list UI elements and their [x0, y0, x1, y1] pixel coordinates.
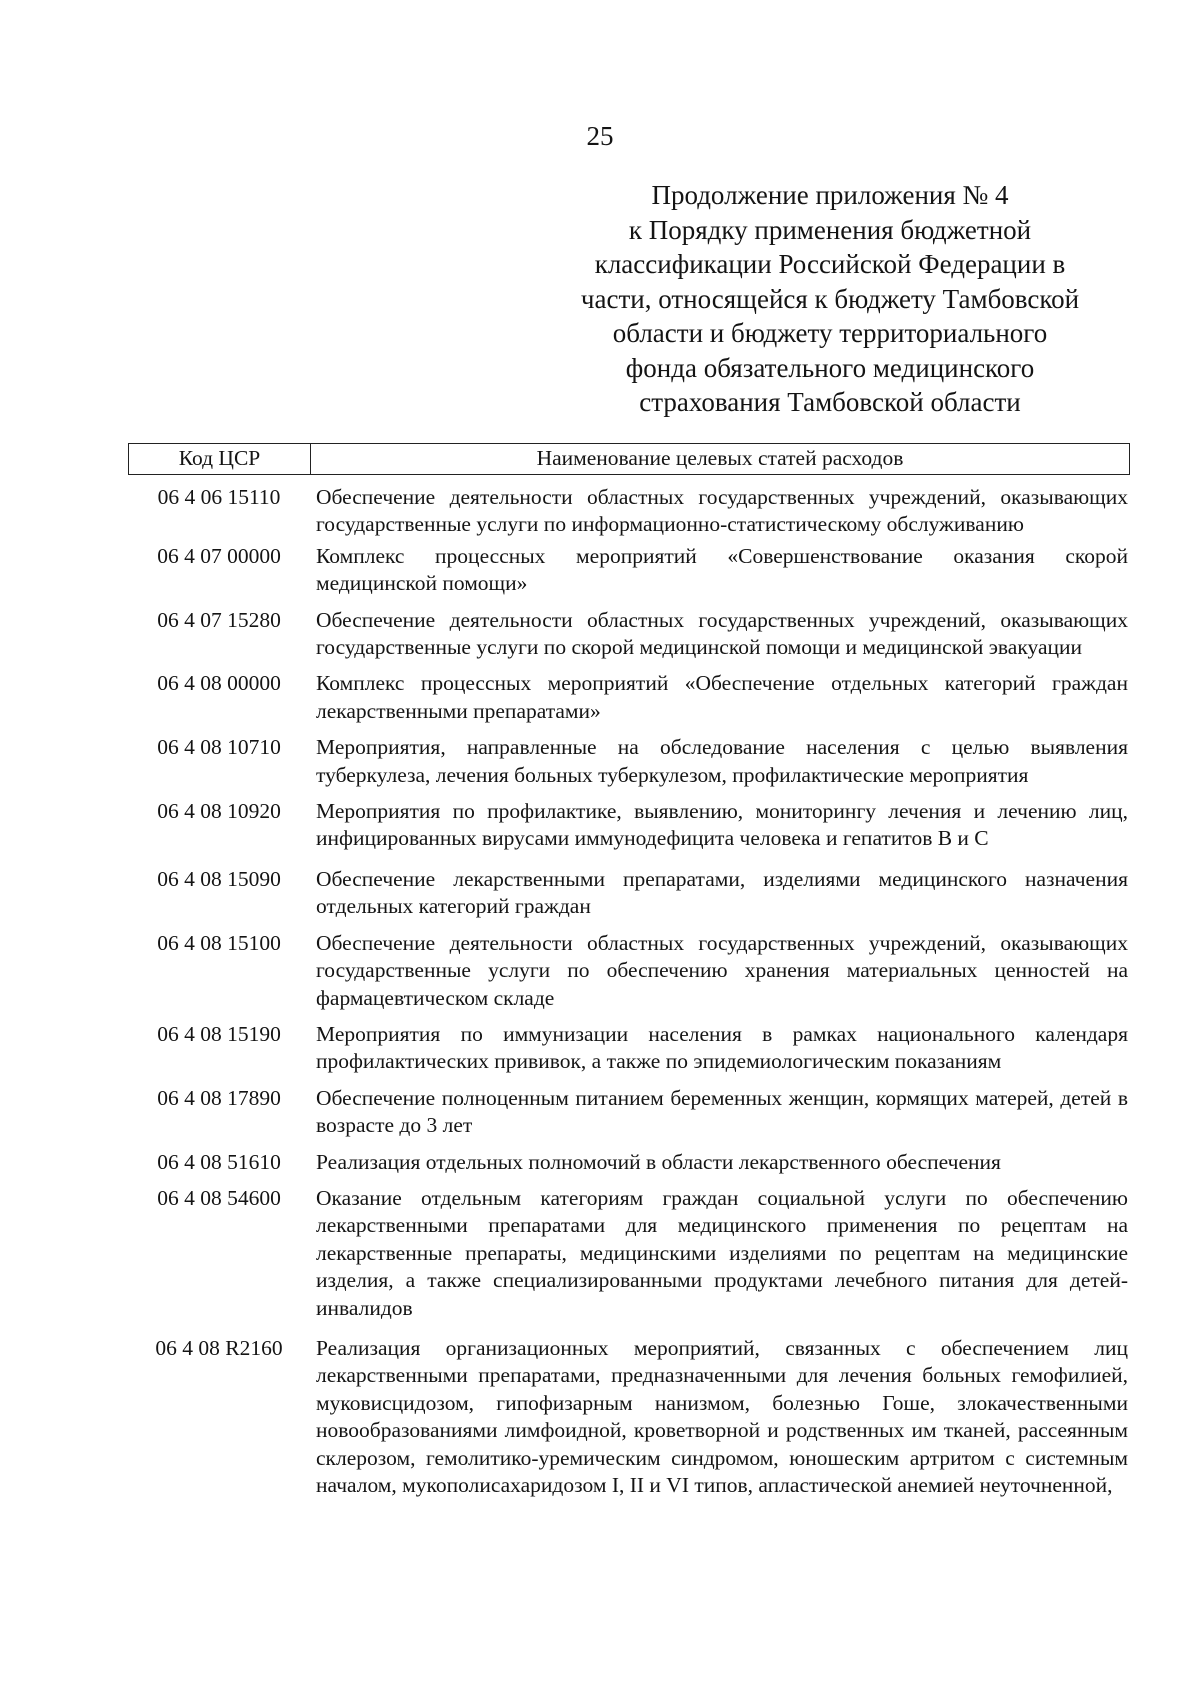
table-row: [128, 1149, 1130, 1176]
row-name: Обеспечение деятельности областных государственных учреждений, оказывающих государственные услуги по информационно-статистическому обслуживанию: [316, 485, 1128, 537]
appendix-header-line: Продолжение приложения № 4: [651, 180, 1009, 210]
row-code: 06 4 08 15090: [157, 866, 281, 891]
row-code: 06 4 08 00000: [157, 671, 281, 696]
appendix-header-line: к Порядку применения бюджетной: [628, 214, 1032, 245]
table-row: [128, 930, 1130, 1012]
table-row: [128, 543, 1130, 598]
row-name: Комплекс процессных мероприятий «Совершенствование оказания скорой медицинской помощи»: [316, 543, 1128, 596]
row-name: Обеспечение лекарственными препаратами, изделиями медицинского назначения отдельных категорий граждан: [316, 866, 1128, 919]
row-name: Обеспечение полноценным питанием беременных женщин, кормящих матерей, детей в возрасте до 3 лет: [316, 1085, 1128, 1138]
table-row: [128, 734, 1130, 789]
table-header: [128, 443, 1130, 475]
row-code: 06 4 08 51610: [157, 1149, 281, 1174]
row-name: Мероприятия по иммунизации населения в рамках национального календаря профилактических прививок, а также по эпидемиологическим показаниям: [316, 1021, 1128, 1074]
row-code: 06 4 08 54600: [157, 1185, 281, 1210]
row-name: Реализация отдельных полномочий в области лекарственного обеспечения: [316, 1149, 1001, 1174]
row-code: 06 4 08 10920: [157, 799, 281, 824]
table-row: [128, 670, 1130, 725]
row-name: Мероприятия, направленные на обследование населения с целью выявления туберкулеза, лечения больных туберкулезом, профилактические мероприятия: [316, 735, 1128, 787]
column-header-name: Наименование целевых статей расходов: [536, 446, 904, 470]
appendix-header-line: области и бюджету территориального: [612, 318, 1048, 348]
table-row: [128, 607, 1130, 662]
row-code: 06 4 08 R2160: [155, 1335, 283, 1360]
page-number: 25: [586, 121, 614, 151]
appendix-header: [580, 178, 1080, 420]
column-header-code: Код ЦСР: [129, 444, 311, 474]
row-name: Обеспечение деятельности областных государственных учреждений, оказывающих государственные услуги по скорой медицинской помощи и медицинской эвакуации: [316, 607, 1128, 660]
appendix-header-line: части, относящейся к бюджету Тамбовской: [580, 283, 1080, 314]
row-code: 06 4 07 00000: [157, 543, 281, 568]
row-code: 06 4 08 15190: [157, 1021, 281, 1046]
row-code: 06 4 06 15110: [157, 485, 281, 509]
row-name: Оказание отдельным категориям граждан социальной услуги по обеспечению лекарственными препаратами для медицинского применения по рецептам на лекарственные препараты, медицинскими изделиями по рецептам на медицинские изделия, а также специализированными продуктами лечебного питания для детей-инвалидов: [316, 1185, 1128, 1320]
budget-classification-table: [128, 443, 1130, 1499]
row-code: 06 4 08 15100: [157, 930, 281, 955]
row-code: 06 4 07 15280: [157, 607, 281, 632]
table-row: [128, 484, 1130, 539]
row-name: Мероприятия по профилактике, выявлению, мониторингу лечения и лечению лиц, инфицированных вирусами иммунодефицита человека и гепатитов B и C: [316, 799, 1128, 851]
table-row: [128, 798, 1130, 853]
row-name: Комплекс процессных мероприятий «Обеспечение отдельных категорий граждан лекарственными препаратами»: [316, 671, 1128, 723]
row-code: 06 4 08 17890: [157, 1085, 281, 1110]
row-code: 06 4 08 10710: [157, 735, 281, 760]
row-name: Реализация организационных мероприятий, связанных с обеспечением лиц лекарственными препаратами, предназначенными для лечения больных гемофилией, муковисцидозом, гипофизарным нанизмом, болезнью Гоше, злокачественными новообразованиями лимфоидной, кроветворной и родственных им тканей, рассеянным склерозом, гемолитико-уремическим синдромом, юношеским артритом с системным началом, мукополисахаридозом I, II и VI типов, апластической анемией неуточненной,: [316, 1335, 1128, 1497]
table-row: [128, 1185, 1130, 1322]
table-row: [128, 866, 1130, 921]
appendix-header-line: классификации Российской Федерации в: [594, 249, 1066, 279]
table-row: [128, 1335, 1130, 1499]
table-row: [128, 1021, 1130, 1076]
appendix-header-line: фонда обязательного медицинского: [625, 352, 1035, 383]
row-name: Обеспечение деятельности областных государственных учреждений, оказывающих государственные услуги по обеспечению хранения материальных ценностей на фармацевтическом складе: [316, 930, 1128, 1010]
table-row: [128, 1085, 1130, 1140]
appendix-header-line: страхования Тамбовской области: [639, 387, 1021, 417]
